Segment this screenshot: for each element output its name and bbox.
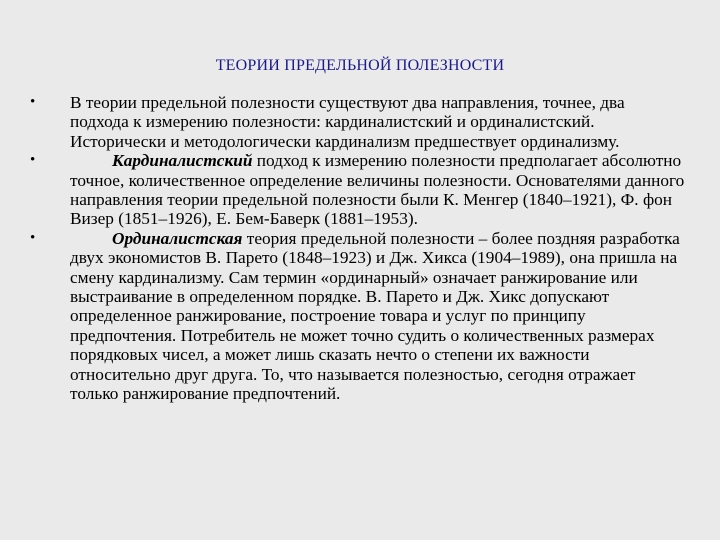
bullet-text: теория предельной полезности – более поздняя разработка двух экономистов В. Парето (1848–1923) и Дж. Хикса (1904–1989), она пришла на смену кардинализму. Сам термин «ординарный» означает ранжирование или выстраивание в определенном порядке. В. Парето и Дж. Хикс допускают определенное ранжирование, построение товара и услуг по принципу предпочтения. Потребитель не может точно судить о количественных размерах порядковых чисел, а может лишь сказать нечто о степени их важности относительно друг друга. То, что называется полезностью, сегодня отражает только ранжирование предпочтений. [70,228,680,404]
bullet-list [30,93,686,404]
bullet-item-ordinalist [30,229,686,404]
bullet-marker: • [30,152,36,169]
bullet-item-cardinalist [30,151,686,229]
bullet-marker: • [30,94,36,110]
slide-title: ТЕОРИИ ПРЕДЕЛЬНОЙ ПОЛЕЗНОСТИ [215,57,505,74]
bullet-text: В теории предельной полезности существуют два направления, точнее, два подхода к измерению полезности: кардиналистский и ординалистский. Исторически и методологически кардинализм предшествует ординализму. [70,93,625,151]
bullet-text: подход к измерению полезности предполагает абсолютно точное, количественное определение величины полезности. Основателями данного направления теории предельной полезности были К. Менгер (1840–1921), Ф. фон Визер (1851–1926), Е. Бем-Баверк (1881–1953). [70,151,685,229]
bullet-item-approaches [30,93,686,151]
bullet-term: Кардиналистский [112,151,253,171]
bullet-term: Ординалистская [112,228,243,248]
bullet-marker: • [30,229,36,246]
